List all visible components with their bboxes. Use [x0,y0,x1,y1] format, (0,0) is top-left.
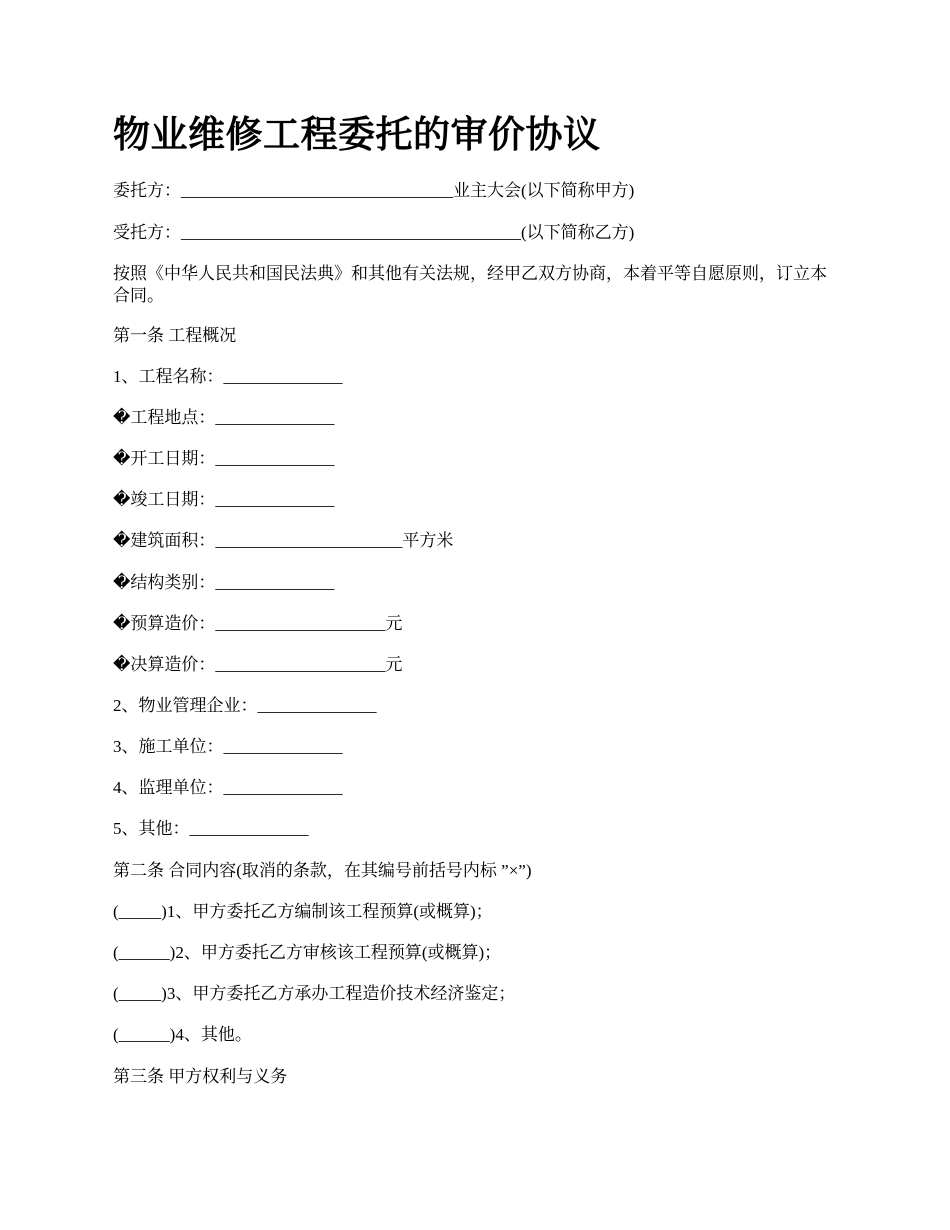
article-3-heading: 第三条 甲方权利与义务 [113,1067,288,1086]
budget-cost-line: �预算造价：____________________元 [113,614,403,633]
entrusted-party-line: 受托方：________________________________________(以下简称乙方) [113,223,635,242]
project-location-line: �工程地点：______________ [113,408,335,427]
other-line: 5、其他：______________ [113,819,309,838]
completion-date-line: �竣工日期：______________ [113,490,335,509]
clause-3-line: (_____)3、甲方委托乙方承办工程造价技术经济鉴定； [113,984,516,1003]
final-cost-line: �决算造价：____________________元 [113,655,403,674]
supervision-unit-line: 4、监理单位：______________ [113,778,343,797]
preamble-paragraph: 按照《中华人民共和国民法典》和其他有关法规，经甲乙双方协商，本着平等自愿原则，订立本合同。 [113,264,827,305]
article-2-heading: 第二条 合同内容(取消的条款，在其编号前括号内标 ”×”) [113,861,532,880]
building-area-line: �建筑面积：______________________平方米 [113,531,454,550]
construction-unit-line: 3、施工单位：______________ [113,737,343,756]
start-date-line: �开工日期：______________ [113,449,335,468]
property-company-line: 2、物业管理企业：______________ [113,696,377,715]
article-1-heading: 第一条 工程概况 [113,326,237,345]
clause-1-line: (_____)1、甲方委托乙方编制该工程预算(或概算)； [113,902,493,921]
structure-type-line: �结构类别：______________ [113,573,335,592]
clause-4-line: (______)4、其他。 [113,1025,252,1044]
entrusting-party-line: 委托方：________________________________业主大会(以下简称甲方) [113,181,635,200]
document-title: 物业维修工程委托的审价协议 [113,115,601,156]
project-name-line: 1、工程名称：______________ [113,367,343,386]
clause-2-line: (______)2、甲方委托乙方审核该工程预算(或概算)； [113,943,502,962]
